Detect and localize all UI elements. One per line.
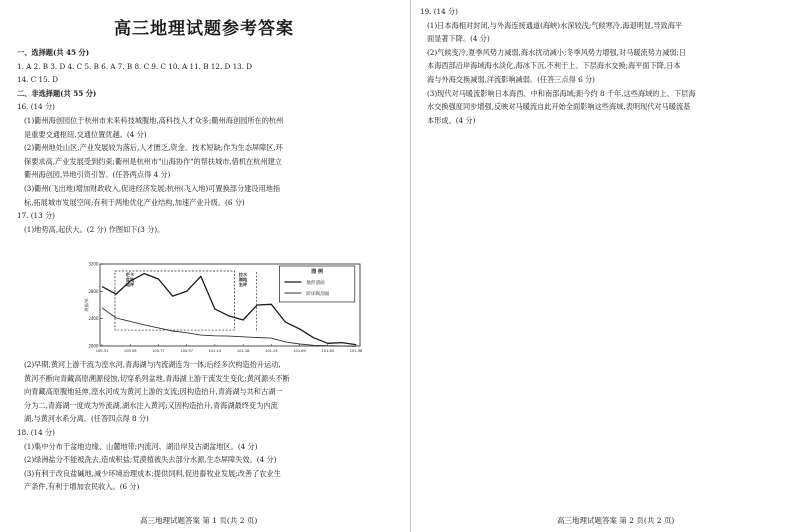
x-tick-label: 101.69 <box>293 349 306 353</box>
q18-line: 产条件,有利于增加农民收入。(6 分) <box>24 482 140 492</box>
chart-legend <box>279 266 354 302</box>
annotation-label: 盆地 <box>125 277 135 282</box>
legend-label: 地形剖面 <box>306 280 325 286</box>
choice-section <box>17 46 407 236</box>
y-tick-label: 2400 <box>88 316 99 322</box>
terrace-profile-line <box>102 308 356 347</box>
q19-line: (1)日本海相对封闭,与外海连接通道(海峡)水深较浅;气候寒冷,海退明显,导致海平 <box>427 20 683 30</box>
terrain-profile-chart <box>82 258 372 358</box>
q19-line: (2)气候变冷,夏季风势力减弱,海水扰动减小;冬季风势力增强,对马暖流势力减弱;日 <box>427 47 687 57</box>
q19-line: 海与外海交换减弱,洋流影响减弱。(任答三点得 6 分) <box>427 74 595 84</box>
q18-line: (1)集中分布于盆地边缘、山麓地带;内流河、湖沿岸及古湖盆地区。(4 分) <box>24 441 258 451</box>
annotation-label: 湖地 <box>238 277 248 282</box>
annotation-label: 茫卡 <box>125 272 135 277</box>
answer-page-2 <box>415 0 794 532</box>
x-tick-label: 100.56 <box>123 349 137 353</box>
q17-part2 <box>17 358 407 494</box>
legend-label: 阶床纵剖面 <box>306 291 330 297</box>
choice-header: 一、选择题(共 45 分) <box>17 48 90 57</box>
q18-head: 18. (14 分) <box>17 427 55 437</box>
q17-head: 17. (13 分) <box>17 211 55 221</box>
q16-line: (1)衢州海创园位于杭州市未来科技城腹地,高科技人才众多;衢州海创园所在的杭州 <box>24 115 284 125</box>
page-footer-1: 高三地理试题答案 第 1 页(共 2 页) <box>140 516 258 525</box>
legend-title: 图 例 <box>311 269 323 275</box>
annotation-label: 坐坪 <box>238 282 248 287</box>
y-axis-label: 海拔/米 <box>84 298 89 312</box>
y-tick-label: 3200 <box>88 261 99 267</box>
q19-line: (3)现代对马暖流影响日本海西、中和南部海域;距今约 8 千年,这些海域的上、下层海 <box>427 88 696 98</box>
q17-line: 湖,与黄河水系分离。(任答四点得 8 分) <box>24 414 149 424</box>
q19-section <box>420 5 792 127</box>
q16-line: 标,拓展城市发展空间;有利于两地优化产业结构,加速产业升级。(6 分) <box>24 197 245 207</box>
page-title: 高三地理试题参考答案 <box>114 19 294 39</box>
x-tick-label: 101.14 <box>208 349 222 353</box>
y-tick-label: 2000 <box>88 343 99 349</box>
q17-line: (2)早期,黄河上游干流为湟水河,青海湖与内流湖连为一体;后经多次构造抬升运动, <box>24 360 281 369</box>
q18-line: (2)绿洲盐分不能被洗去,造成积盐;荒漠植被失去部分水源,生态屏障失效。(4 分) <box>24 455 277 465</box>
q19-line: 水交换强度同步增强,反映对马暖流自此开始全面影响这些海域,表明现代对马暖流基 <box>427 102 691 112</box>
x-tick-label: 101.24 <box>265 349 278 353</box>
q19-line: 本海西部沿岸海域海水淡化,海冰下沉,不利于上、下层海水交换;海平面下降,日本 <box>427 61 681 71</box>
q19-line: 本形成。(4 分) <box>427 115 476 125</box>
q19-head: 19. (14 分) <box>420 7 458 16</box>
q17-line: 分为二,青海湖一度成为外流湖,湖水注入黄河;又因构造抬升,青海湖最终变为内流 <box>24 400 278 410</box>
annotation-label: 拉水 <box>238 272 248 277</box>
x-tick-label: 100.77 <box>152 349 165 353</box>
q16-line: 衢州海创园,异地引资引智。(任答两点得 4 分) <box>24 170 171 180</box>
choice-answers-row2: 14. C 15. D <box>17 75 58 85</box>
page-divider <box>410 0 411 532</box>
x-tick-label: 101.98 <box>349 349 363 353</box>
y-tick-label: 2800 <box>88 288 99 294</box>
q16-head: 16. (14 分) <box>17 102 55 112</box>
q17-line: 向青藏高原腹地延伸,湟水河成为黄河上游的支流;因构造抬升,青海湖与共和古湖一 <box>24 387 283 397</box>
x-tick-label: 100.97 <box>180 349 193 353</box>
q16-line: 是重要交通枢纽,交通位置优越。(4 分) <box>24 129 147 139</box>
choice-answers-row1: 1. A 2. B 3. D 4. C 5. B 6. A 7. B 8. C 9. C 10. A 11. B 12. D 13. D <box>17 61 253 71</box>
q16-line: (2)衢州地处山区,产业发展较为落后,人才匮乏,资金、技术短缺;作为生态屏障区,环 <box>24 143 283 153</box>
x-tick-label: 101.18 <box>236 349 250 353</box>
q19-line: 面显著下降。(4 分) <box>427 34 490 44</box>
x-tick-label: 100.31 <box>95 349 109 353</box>
q17-line: 黄河不断向青藏高原溯源侵蚀,切穿系列盆地,青海湖上游干流发生变化;黄河源头不断 <box>24 373 290 383</box>
q16-line: 保要求高,产业发展受到约束;衢州是杭州市"山海协作"的帮扶城市,借机在杭州建立 <box>24 156 282 166</box>
q16-line: (3)衢州(飞出地)增加财政收入,促进经济发展;杭州(飞入地)可置换部分建设用地指 <box>24 183 281 193</box>
q18-line: (3)有利于改良盐碱地,减少环境治理成本;提供饲料,促进畜牧业发展;改善了农业生 <box>24 468 281 478</box>
nonchoice-header: 二、非选择题(共 55 分) <box>17 88 97 98</box>
x-tick-label: 101.84 <box>321 349 335 353</box>
q17-line1: (1)地势高,起伏大。(2 分) 作图如下(3 分)。 <box>24 224 165 234</box>
page-footer-2: 高三地理试题答案 第 2 页(共 2 页) <box>557 516 675 525</box>
annotation-label: 地坪 <box>125 282 135 287</box>
